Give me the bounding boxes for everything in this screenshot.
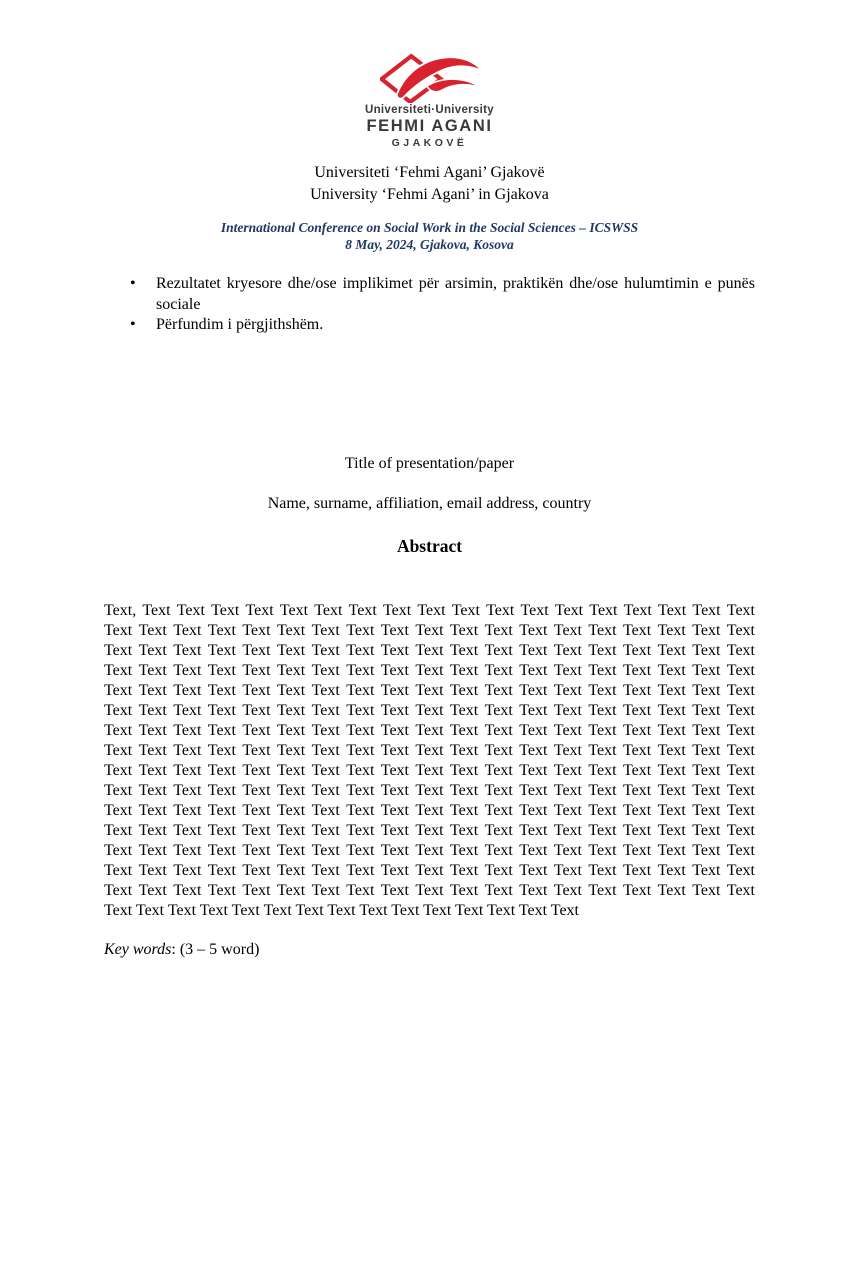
conference-header (104, 219, 755, 253)
abstract-line: Text Text Text Text Text Text Text Text Text Text Text Text Text Text Text Text Text Text Text (104, 821, 755, 839)
list-item (130, 274, 755, 315)
abstract-line: Text, Text Text Text Text Text Text Text Text Text Text Text Text Text Text Text Text Text Text (104, 601, 755, 619)
abstract-line: Text Text Text Text Text Text Text Text Text Text Text Text Text Text Text Text Text Text Text (104, 781, 755, 799)
list-item (130, 315, 755, 336)
institution-header (104, 162, 755, 205)
abstract-line: Text Text Text Text Text Text Text Text Text Text Text Text Text Text Text Text Text Text Text (104, 721, 755, 739)
presentation-title-placeholder: Title of presentation/paper (344, 454, 515, 472)
bullet-text-results: Rezultatet kryesore dhe/ose implikimet për arsimin, praktikën dhe/ose hulumtimin e punës sociale (156, 275, 755, 313)
abstract-line: Text Text Text Text Text Text Text Text Text Text Text Text Text Text Text Text Text Text Text (104, 741, 755, 759)
document-page (0, 53, 857, 1266)
bullet-text-conclusion: Përfundim i përgjithshëm. (156, 316, 324, 333)
abstract-line: Text Text Text Text Text Text Text Text Text Text Text Text Text Text Text (104, 901, 579, 919)
guideline-bullet-list (104, 274, 755, 336)
institution-name-english: University ‘Fehmi Agani’ in Gjakova (310, 185, 549, 203)
abstract-line: Text Text Text Text Text Text Text Text Text Text Text Text Text Text Text Text Text Text Text (104, 661, 755, 679)
logo-wordmark-fehmi-agani: FEHMI AGANI (366, 117, 493, 135)
logo-wordmark-universiteti-university: Universiteti·University (365, 104, 494, 116)
abstract-line: Text Text Text Text Text Text Text Text Text Text Text Text Text Text Text Text Text Text Text (104, 681, 755, 699)
abstract-line: Text Text Text Text Text Text Text Text Text Text Text Text Text Text Text Text Text Text Text (104, 701, 755, 719)
institution-name-albanian: Universiteti ‘Fehmi Agani’ Gjakovë (314, 164, 545, 181)
abstract-line: Text Text Text Text Text Text Text Text Text Text Text Text Text Text Text Text Text Text Text (104, 881, 755, 899)
abstract-line: Text Text Text Text Text Text Text Text Text Text Text Text Text Text Text Text Text Text Text (104, 861, 755, 879)
logo-wordmark-gjakove: GJAKOVË (391, 137, 468, 149)
bullet-icon: • (130, 275, 136, 292)
conference-date-location: 8 May, 2024, Gjakova, Kosova (345, 237, 514, 252)
university-emblem-icon (380, 53, 480, 103)
bullet-icon: • (130, 316, 136, 333)
abstract-line: Text Text Text Text Text Text Text Text Text Text Text Text Text Text Text Text Text Text Text (104, 621, 755, 639)
abstract-heading: Abstract (396, 535, 463, 556)
keywords-line (104, 940, 755, 960)
page-content (0, 53, 857, 960)
keywords-label: Key words (104, 940, 172, 958)
abstract-line: Text Text Text Text Text Text Text Text Text Text Text Text Text Text Text Text Text Text Text (104, 641, 755, 659)
conference-title: International Conference on Social Work in the Social Sciences – ICSWSS (220, 220, 639, 235)
authors-placeholder: Name, surname, affiliation, email address, country (267, 494, 592, 512)
abstract-line: Text Text Text Text Text Text Text Text Text Text Text Text Text Text Text Text Text Text Text (104, 801, 755, 819)
keywords-value: : (3 – 5 word) (171, 940, 260, 958)
abstract-line: Text Text Text Text Text Text Text Text Text Text Text Text Text Text Text Text Text Text Text (104, 761, 755, 779)
university-logo (104, 53, 755, 149)
abstract-line: Text Text Text Text Text Text Text Text Text Text Text Text Text Text Text Text Text Text Text (104, 841, 755, 859)
abstract-placeholder-text (104, 601, 755, 921)
